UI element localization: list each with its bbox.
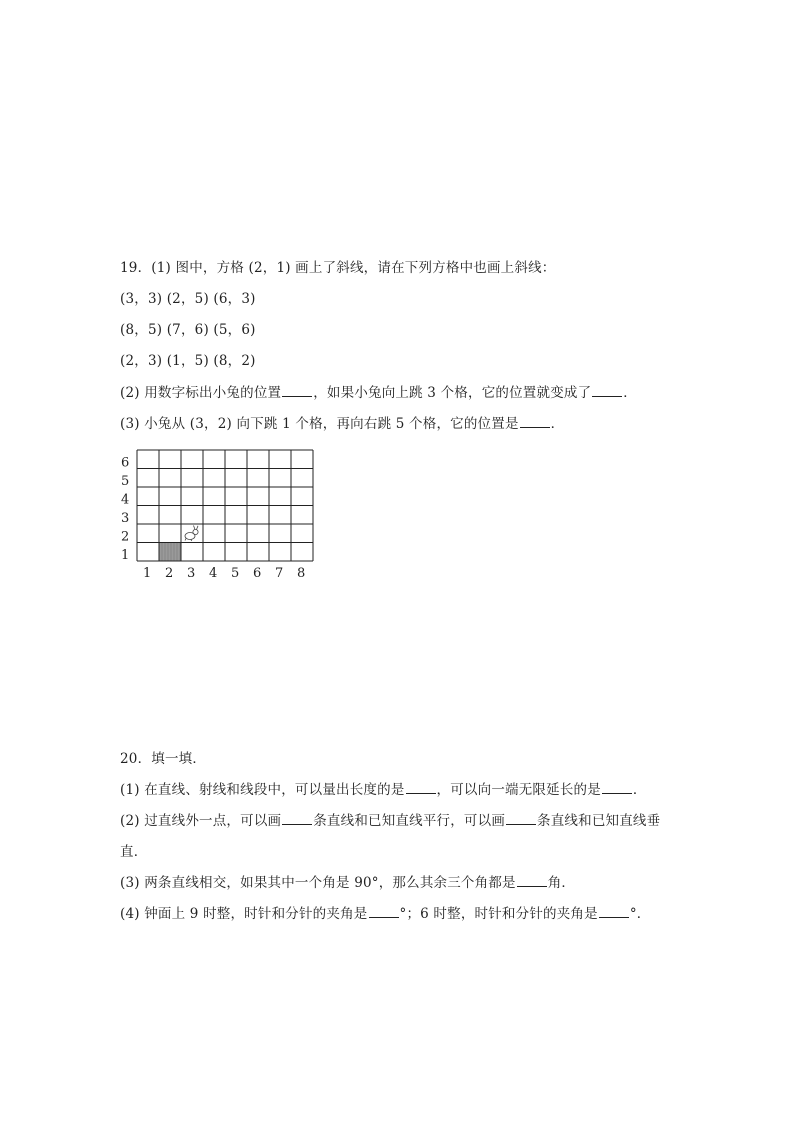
row-label: 3 [121, 511, 130, 526]
coordinate-grid-figure [116, 445, 326, 585]
q19-part2-end: ． [623, 385, 637, 401]
q20-p4-text-a: (4) 钟面上 9 时整，时针和分针的夹角是 [120, 906, 368, 922]
rabbit-head [193, 529, 198, 534]
q20-part-3 [120, 874, 575, 892]
q20-p1-end: ． [632, 782, 647, 798]
q19-part3-text: (3) 小兔从 (3，2) 向下跳 1 个格，再向右跳 5 个格，它的位置是 [120, 416, 519, 432]
answer-blank[interactable] [506, 812, 536, 825]
shaded-cell [159, 543, 181, 562]
answer-blank[interactable] [599, 905, 629, 918]
q20-p2-text-b: 条直线和已知直线平行，可以画 [313, 813, 506, 829]
col-label: 6 [253, 566, 262, 581]
coordinate-grid [116, 445, 326, 585]
q19-part-3 [120, 415, 564, 433]
q20-part-2-cont [120, 843, 147, 861]
col-label: 4 [209, 566, 218, 581]
col-label: 7 [275, 566, 284, 581]
row-label: 6 [121, 455, 130, 471]
q20-p1-text-a: (1) 在直线、射线和线段中，可以量出长度的是 [120, 782, 405, 798]
answer-blank[interactable] [406, 781, 436, 794]
answer-blank[interactable] [282, 384, 312, 397]
q19-coords-line-1 [120, 290, 256, 308]
q19-title-text: 19．(1) 图中，方格 (2，1) 画上了斜线，请在下列方格中也画上斜线： [120, 260, 556, 276]
q19-coords-line-3 [120, 352, 256, 370]
q20-p1-text-b: ，可以向一端无限延长的是 [436, 782, 601, 798]
q20-part-2 [120, 812, 660, 830]
q19-coords-line-2 [120, 321, 256, 339]
row-label: 4 [121, 492, 130, 508]
rabbit-ears [194, 526, 199, 530]
q20-p4-text-b: °；6 时整，时针和分针的夹角是 [399, 906, 598, 922]
q19-coords-text-2: (8，5) (7，6) (5，6) [120, 322, 256, 338]
answer-blank[interactable] [369, 905, 399, 918]
row-label: 2 [121, 529, 130, 545]
q19-part-2 [120, 384, 637, 402]
q20-p3-text-b: 角． [547, 875, 576, 891]
answer-blank[interactable] [282, 812, 312, 825]
col-label: 3 [187, 566, 196, 581]
col-label: 2 [165, 566, 174, 581]
q19-part3-end: ． [550, 416, 565, 432]
q20-p2-text-c: 条直线和已知直线垂 [537, 813, 661, 829]
q19-title [120, 259, 556, 277]
q20-part-4 [120, 905, 651, 923]
q20-p4-text-c: °． [629, 906, 651, 922]
q19-part2-text-a: (2) 用数字标出小兔的位置 [120, 385, 282, 401]
row-label: 1 [121, 548, 130, 563]
answer-blank[interactable] [592, 384, 622, 397]
q20-p2-text-a: (2) 过直线外一点，可以画 [120, 813, 282, 829]
q19-coords-text-3: (2，3) (1，5) (8，2) [120, 353, 256, 369]
answer-blank[interactable] [520, 415, 550, 428]
q20-title-text: 20．填一填． [120, 751, 207, 767]
q20-p3-text-a: (3) 两条直线相交，如果其中一个角是 90°，那么其余三个角都是 [120, 875, 516, 891]
q20-part-1 [120, 781, 647, 799]
answer-blank[interactable] [602, 781, 632, 794]
q20-title [120, 750, 206, 768]
col-label: 5 [231, 566, 240, 581]
col-label: 1 [143, 566, 152, 581]
q19-part2-text-b: ，如果小兔向上跳 3 个格，它的位置就变成了 [313, 385, 592, 401]
col-label: 8 [297, 566, 306, 581]
row-label: 5 [121, 474, 130, 489]
q19-coords-text-1: (3，3) (2，5) (6，3) [120, 291, 256, 307]
answer-blank[interactable] [517, 874, 547, 887]
rabbit-icon [185, 526, 198, 542]
q20-p2-continuation: 直． [120, 844, 148, 860]
